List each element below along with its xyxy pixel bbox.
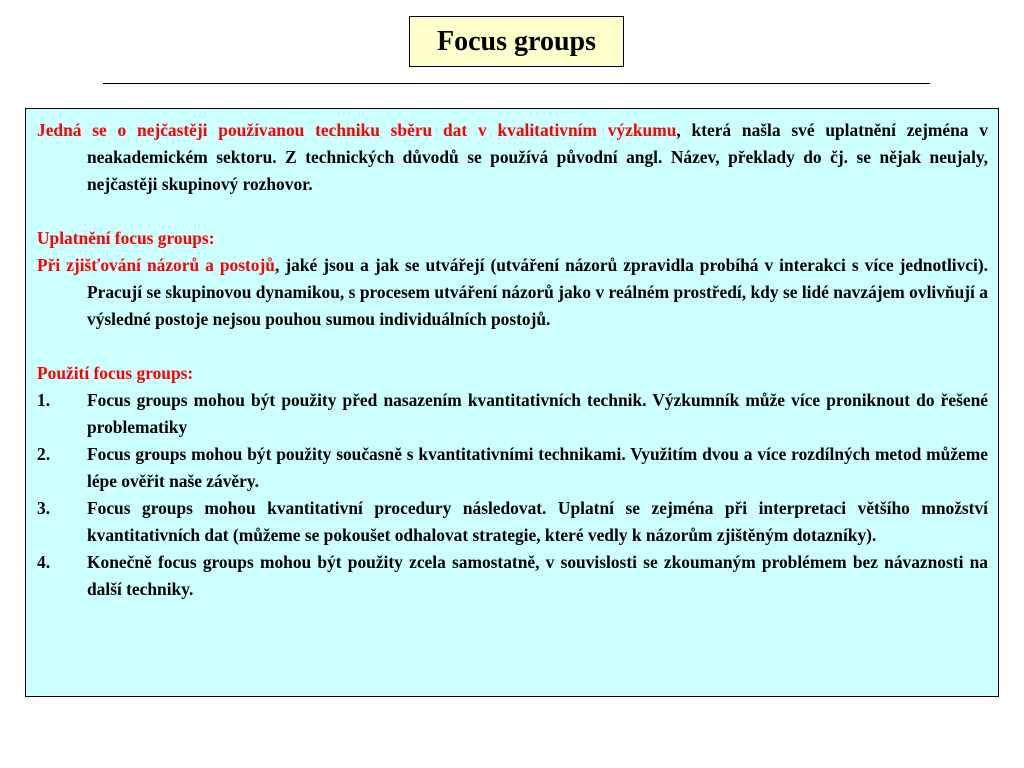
content-box [25, 108, 999, 697]
usage-item-3 [37, 495, 988, 549]
usage-item-text: Focus groups mohou kvantitativní procedury následovat. Uplatní se zejména při interpretaci většího množství kvantitativních dat (můžeme se pokoušet odhalovat strategie, které vedly k názorům zjištěným dotazníky). [87, 498, 988, 545]
usage-item-1 [37, 387, 988, 441]
spacer [37, 198, 988, 225]
intro-paragraph [37, 117, 988, 198]
usage-item-number: 3. [37, 498, 51, 518]
usage-item-number: 1. [37, 390, 51, 410]
application-paragraph [37, 252, 988, 333]
spacer [37, 333, 988, 360]
usage-item-number: 4. [37, 552, 51, 572]
intro-text: , která našla své uplatnění zejména v neakademickém sektoru. Z technických důvodů se používá původní angl. Název, překlady do čj. se nějak neujaly, nejčastěji skupinový rozhovor. [87, 120, 988, 194]
application-text: , jaké jsou a jak se utvářejí (utváření názorů zpravidla probíhá v interakci s více jednotlivci). Pracují se skupinovou dynamikou, s procesem utváření názorů jako v reálném prostředí, kdy se lidé navzájem ovlivňují a výsledné postoje nejsou pouhou sumou individuálních postojů. [87, 255, 988, 329]
usage-item-number: 2. [37, 444, 51, 464]
title-divider [103, 83, 930, 84]
slide-title: Focus groups [409, 16, 624, 67]
usage-item-text: Focus groups mohou být použity současně s kvantitativními technikami. Využitím dvou a více rozdílných metod můžeme lépe ověřit naše závěry. [87, 444, 988, 491]
usage-item-2 [37, 441, 988, 495]
application-heading: Uplatnění focus groups: [37, 228, 215, 248]
usage-item-text: Konečně focus groups mohou být použity zcela samostatně, v souvislosti se zkoumaným problémem bez návaznosti na další techniky. [87, 552, 988, 599]
usage-heading: Použití focus groups: [37, 363, 194, 383]
intro-highlight: Jedná se o nejčastěji používanou techniku sběru dat v kvalitativním výzkumu [37, 120, 677, 140]
application-highlight: Při zjišťování názorů a postojů [37, 255, 275, 275]
usage-item-text: Focus groups mohou být použity před nasazením kvantitativních technik. Výzkumník může více proniknout do řešené problematiky [87, 390, 988, 437]
usage-item-4 [37, 549, 988, 603]
